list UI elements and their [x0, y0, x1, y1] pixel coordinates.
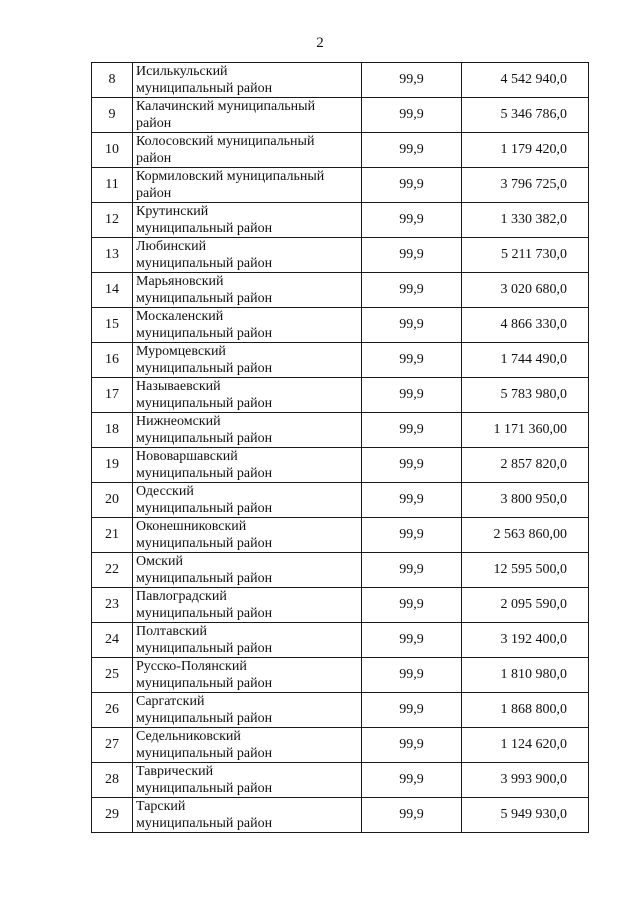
district-name — [133, 798, 362, 833]
table-row — [92, 553, 589, 588]
district-name — [133, 343, 362, 378]
district-name — [133, 518, 362, 553]
table-row — [92, 588, 589, 623]
table-row — [92, 413, 589, 448]
district-name-line1: Одесский — [136, 484, 194, 499]
district-name — [133, 413, 362, 448]
percent-value: 99,9 — [362, 63, 462, 98]
table-row — [92, 763, 589, 798]
row-number: 11 — [92, 168, 133, 203]
row-number: 25 — [92, 658, 133, 693]
amount-value: 5 211 730,0 — [462, 238, 589, 273]
row-number: 26 — [92, 693, 133, 728]
row-number: 19 — [92, 448, 133, 483]
row-number: 15 — [92, 308, 133, 343]
row-number: 20 — [92, 483, 133, 518]
amount-value: 2 563 860,00 — [462, 518, 589, 553]
row-number: 18 — [92, 413, 133, 448]
district-name-line1: Москаленский — [136, 309, 224, 324]
row-number: 24 — [92, 623, 133, 658]
amount-value: 1 171 360,00 — [462, 413, 589, 448]
district-name-line1: Кормиловский муниципальный — [136, 169, 325, 184]
district-name-line2: муниципальный район — [136, 571, 273, 586]
percent-value: 99,9 — [362, 378, 462, 413]
district-name — [133, 238, 362, 273]
table-row — [92, 63, 589, 98]
row-number: 22 — [92, 553, 133, 588]
district-name — [133, 133, 362, 168]
district-name — [133, 728, 362, 763]
district-name-line2: район — [136, 116, 172, 131]
table-row — [92, 133, 589, 168]
table-row — [92, 728, 589, 763]
percent-value: 99,9 — [362, 343, 462, 378]
district-name — [133, 203, 362, 238]
district-name-line1: Калачинский муниципальный — [136, 99, 316, 114]
row-number: 23 — [92, 588, 133, 623]
district-name-line1: Крутинский — [136, 204, 209, 219]
percent-value: 99,9 — [362, 273, 462, 308]
district-name-line2: муниципальный район — [136, 256, 273, 271]
percent-value: 99,9 — [362, 693, 462, 728]
district-name-line2: муниципальный район — [136, 326, 273, 341]
row-number: 8 — [92, 63, 133, 98]
row-number: 17 — [92, 378, 133, 413]
percent-value: 99,9 — [362, 238, 462, 273]
amount-value: 1 810 980,0 — [462, 658, 589, 693]
table-row — [92, 273, 589, 308]
district-name-line2: муниципальный район — [136, 781, 273, 796]
district-name — [133, 63, 362, 98]
district-name-line1: Полтавский — [136, 624, 207, 639]
percent-value: 99,9 — [362, 133, 462, 168]
percent-value: 99,9 — [362, 588, 462, 623]
district-name-line2: муниципальный район — [136, 536, 273, 551]
percent-value: 99,9 — [362, 763, 462, 798]
district-name-line1: Седельниковский — [136, 729, 241, 744]
district-name-line1: Русско-Полянский — [136, 659, 247, 674]
district-name-line1: Муромцевский — [136, 344, 226, 359]
amount-value: 2 857 820,0 — [462, 448, 589, 483]
table-row — [92, 483, 589, 518]
district-name-line2: муниципальный район — [136, 606, 273, 621]
district-name-line2: муниципальный район — [136, 396, 273, 411]
district-name-line2: муниципальный район — [136, 676, 273, 691]
district-name — [133, 763, 362, 798]
row-number: 9 — [92, 98, 133, 133]
district-name — [133, 378, 362, 413]
amount-value: 12 595 500,0 — [462, 553, 589, 588]
district-name-line2: муниципальный район — [136, 641, 273, 656]
district-name — [133, 308, 362, 343]
amount-value: 1 868 800,0 — [462, 693, 589, 728]
district-name-line2: муниципальный район — [136, 361, 273, 376]
percent-value: 99,9 — [362, 168, 462, 203]
percent-value: 99,9 — [362, 413, 462, 448]
district-name — [133, 588, 362, 623]
row-number: 21 — [92, 518, 133, 553]
district-name-line2: муниципальный район — [136, 81, 273, 96]
row-number: 10 — [92, 133, 133, 168]
amount-value: 1 330 382,0 — [462, 203, 589, 238]
amount-value: 3 796 725,0 — [462, 168, 589, 203]
district-name-line1: Оконешниковский — [136, 519, 247, 534]
table-row — [92, 238, 589, 273]
amount-value: 1 744 490,0 — [462, 343, 589, 378]
percent-value: 99,9 — [362, 483, 462, 518]
district-name-line1: Любинский — [136, 239, 207, 254]
row-number: 12 — [92, 203, 133, 238]
district-name — [133, 658, 362, 693]
amount-value: 5 949 930,0 — [462, 798, 589, 833]
district-name — [133, 483, 362, 518]
percent-value: 99,9 — [362, 203, 462, 238]
district-name — [133, 448, 362, 483]
amount-value: 3 192 400,0 — [462, 623, 589, 658]
district-name-line2: район — [136, 186, 172, 201]
table-body — [92, 63, 589, 833]
amount-value: 1 124 620,0 — [462, 728, 589, 763]
district-name — [133, 623, 362, 658]
amount-value: 5 346 786,0 — [462, 98, 589, 133]
amount-value: 4 542 940,0 — [462, 63, 589, 98]
amount-value: 2 095 590,0 — [462, 588, 589, 623]
table-row — [92, 343, 589, 378]
district-name-line1: Тарский — [136, 799, 186, 814]
district-name — [133, 273, 362, 308]
district-name — [133, 693, 362, 728]
amount-value: 1 179 420,0 — [462, 133, 589, 168]
district-name — [133, 168, 362, 203]
district-name-line1: Таврический — [136, 764, 214, 779]
percent-value: 99,9 — [362, 798, 462, 833]
district-name-line1: Называевский — [136, 379, 221, 394]
district-name-line2: муниципальный район — [136, 466, 273, 481]
district-name-line2: район — [136, 151, 172, 166]
district-name-line1: Исилькульский — [136, 64, 228, 79]
percent-value: 99,9 — [362, 553, 462, 588]
row-number: 29 — [92, 798, 133, 833]
district-name-line1: Марьяновский — [136, 274, 224, 289]
table-row — [92, 203, 589, 238]
percent-value: 99,9 — [362, 308, 462, 343]
district-name-line2: муниципальный район — [136, 711, 273, 726]
district-name-line2: муниципальный район — [136, 746, 273, 761]
district-name-line1: Нижнеомский — [136, 414, 221, 429]
district-name-line1: Нововаршавский — [136, 449, 238, 464]
page-number: 2 — [316, 35, 324, 51]
table-row — [92, 623, 589, 658]
table-row — [92, 798, 589, 833]
district-name-line2: муниципальный район — [136, 431, 273, 446]
row-number: 28 — [92, 763, 133, 798]
amount-value: 3 020 680,0 — [462, 273, 589, 308]
percent-value: 99,9 — [362, 623, 462, 658]
percent-value: 99,9 — [362, 98, 462, 133]
row-number: 13 — [92, 238, 133, 273]
district-name — [133, 98, 362, 133]
table-row — [92, 518, 589, 553]
table-row — [92, 693, 589, 728]
row-number: 14 — [92, 273, 133, 308]
table-row — [92, 98, 589, 133]
amount-value: 4 866 330,0 — [462, 308, 589, 343]
district-name-line1: Колосовский муниципальный — [136, 134, 315, 149]
amount-value: 3 800 950,0 — [462, 483, 589, 518]
percent-value: 99,9 — [362, 518, 462, 553]
amount-value: 5 783 980,0 — [462, 378, 589, 413]
data-table — [91, 62, 589, 833]
percent-value: 99,9 — [362, 448, 462, 483]
district-name-line1: Омский — [136, 554, 183, 569]
row-number: 16 — [92, 343, 133, 378]
row-number: 27 — [92, 728, 133, 763]
table-row — [92, 378, 589, 413]
district-name-line2: муниципальный район — [136, 501, 273, 516]
district-name — [133, 553, 362, 588]
district-name-line2: муниципальный район — [136, 221, 273, 236]
table-row — [92, 308, 589, 343]
district-name-line2: муниципальный район — [136, 816, 273, 831]
table-row — [92, 168, 589, 203]
district-name-line1: Павлоградский — [136, 589, 227, 604]
percent-value: 99,9 — [362, 658, 462, 693]
district-name-line1: Саргатский — [136, 694, 205, 709]
percent-value: 99,9 — [362, 728, 462, 763]
amount-value: 3 993 900,0 — [462, 763, 589, 798]
district-name-line2: муниципальный район — [136, 291, 273, 306]
table-row — [92, 658, 589, 693]
table-row — [92, 448, 589, 483]
